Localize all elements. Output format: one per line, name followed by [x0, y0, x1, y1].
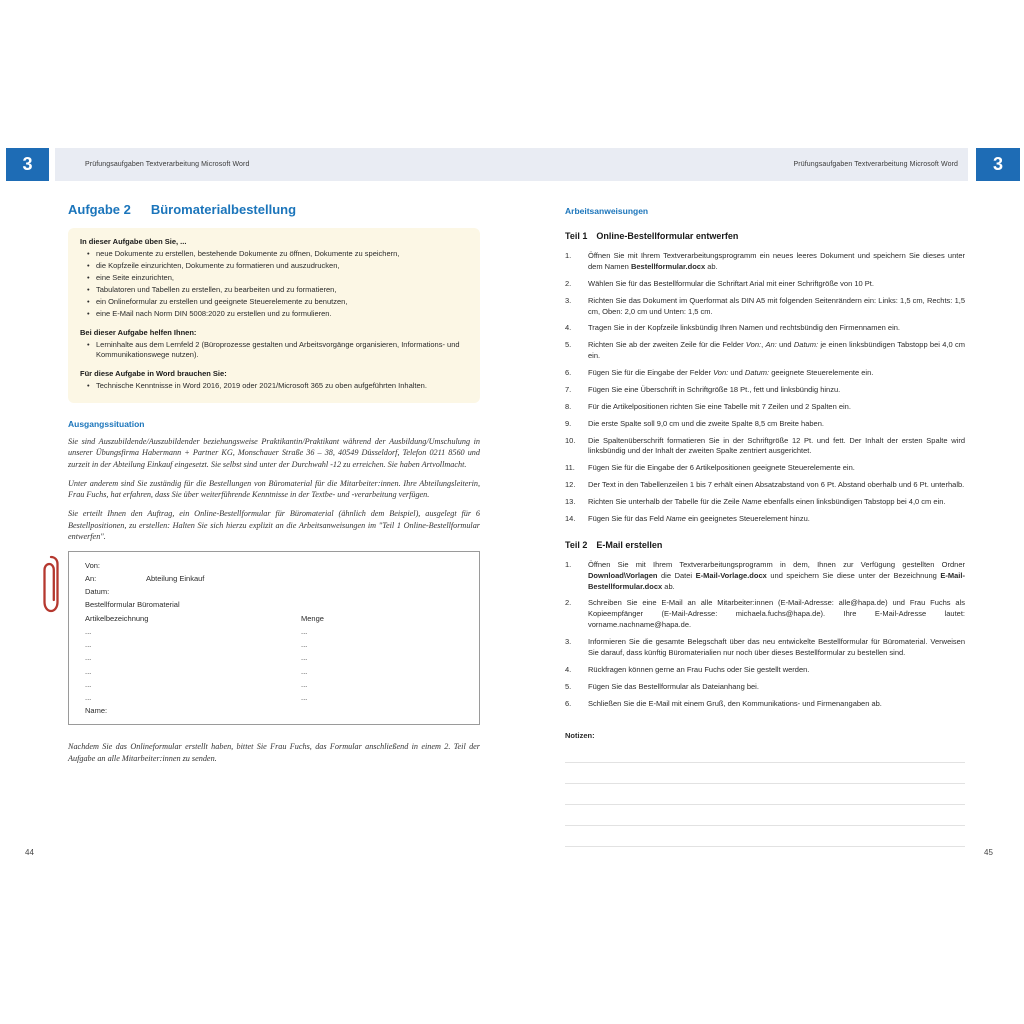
step-number: 5.	[565, 340, 572, 350]
form-fields	[85, 559, 463, 598]
step-text: Fügen Sie eine Überschrift in Schriftgröße 18 Pt., fett und linksbündig hinzu.	[588, 384, 841, 394]
form-field-value	[146, 559, 463, 572]
step-text: Rückfragen können gerne an Frau Fuchs oder Sie gestellt werden.	[588, 664, 810, 674]
form-cell-artikel: ...	[85, 653, 92, 663]
requirements-heading: Für diese Aufgabe in Word brauchen Sie:	[80, 368, 227, 378]
order-form-example	[68, 551, 480, 725]
form-cell-menge: ...	[301, 693, 308, 703]
step-text: Wählen Sie für das Bestellformular die Schriftart Arial mit einer Schriftgröße von 10 Pt.	[588, 278, 874, 288]
form-title: Bestellformular Büromaterial	[85, 599, 180, 609]
step-number: 2.	[565, 598, 572, 608]
teil1-step	[565, 251, 965, 273]
step-text: Tragen Sie in der Kopfzeile linksbündig Ihren Namen und rechtsbündig den Firmennamen ein.	[588, 323, 900, 333]
notes-ruled-lines	[565, 742, 965, 847]
step-text: Schließen Sie die E-Mail mit einem Gruß, den Kommunikations- und Firmenangaben ab.	[588, 698, 882, 708]
teil1-step	[565, 436, 965, 458]
form-field-row	[85, 585, 463, 598]
situation-paragraph: Sie sind Auszubildende/Auszubildender beziehungsweise Praktikantin/Praktikant während der Ausbildung/Umschulung in unserer Übungsfirma Habermann + Partner KG, Monschauer Straße 36 – 38, 40549 Düsseldorf, Telefon 0211 8560 und zurzeit in der Abteilung Einkauf eingesetzt. Sie selbst sind unter der Durchwahl -12 zu erreichen. Sie haben Artvollmacht.	[68, 436, 480, 469]
step-text: Richten Sie ab der zweiten Zeile für die Felder Von:, An: und Datum: je einen linksbündigen Tabstopp bei 4,0 cm ein.	[588, 340, 965, 361]
step-number: 3.	[565, 637, 572, 646]
step-number: 10.	[565, 435, 576, 445]
teil2-steps	[565, 560, 965, 710]
teil1-label: Teil 1	[565, 231, 588, 241]
instructions-heading: Arbeitsanweisungen	[565, 206, 649, 216]
teil1-step	[565, 296, 965, 318]
step-number: 6.	[565, 368, 572, 377]
teil1-step	[565, 385, 965, 396]
right-page-content	[565, 206, 965, 847]
teil1-step	[565, 279, 965, 290]
form-table-row	[85, 638, 463, 651]
step-number: 4.	[565, 323, 572, 333]
task-title	[68, 202, 480, 217]
practice-item: • ein Onlineformular zu erstellen und geeignete Steuerelemente zu benutzen,	[80, 297, 468, 308]
teil1-heading	[565, 231, 965, 241]
step-text: Informieren Sie die gesamte Belegschaft über das neu entwickelte Bestellformular für Büromaterial. Verweisen Sie darauf, dass künftig Büromaterialien nur noch über dieses Bestellformular zu bestellen sind.	[588, 637, 965, 657]
help-item: • Lerninhalte aus dem Lernfeld 2 (Büroprozesse gestalten und Arbeitsvorgänge organisieren, Informations- und Kommunikationswege nutzen).	[80, 340, 468, 361]
step-number: 5.	[565, 681, 572, 691]
practice-list	[80, 249, 468, 320]
form-table-row	[85, 665, 463, 678]
form-field-label: An:	[85, 573, 97, 583]
form-name-row: Name:	[85, 706, 108, 716]
teil2-heading	[565, 540, 965, 550]
page-number-right: 45	[984, 848, 993, 857]
task-title-label: Aufgabe 2	[68, 202, 131, 217]
note-line	[565, 826, 965, 847]
form-col-menge: Menge	[301, 613, 324, 623]
form-cell-menge: ...	[301, 627, 308, 637]
step-text: Schreiben Sie eine E-Mail an alle Mitarbeiter:innen (E-Mail-Adresse: alle@hapa.de) und Frau Fuchs als Kopieempfänger (E-Mail-Adresse: michaela.fuchs@hapa.de). Ihre E-Mail-Adresse lautet: vorname.nachname@hapa.de.	[588, 598, 965, 630]
step-text: Fügen Sie das Bestellformular als Dateianhang bei.	[588, 681, 759, 691]
form-cell-menge: ...	[301, 640, 308, 650]
practice-item: • die Kopfzeile einzurichten, Dokumente zu formatieren und auszudrucken,	[80, 261, 468, 272]
teil1-step	[565, 463, 965, 474]
running-header	[0, 148, 1024, 181]
teil1-step	[565, 480, 965, 491]
situation-paragraph: Unter anderem sind Sie zuständig für die Bestellungen von Büromaterial für die Mitarbeiter:innen. Ihre Abteilungsleiterin, Frau Fuchs, hat erfahren, dass Sie über weiterführende Kenntnisse in der Textbe- und -verarbeitung verfügen.	[68, 478, 480, 500]
left-page-content	[68, 202, 480, 765]
requirements-item: • Technische Kenntnisse in Word 2016, 2019 oder 2021/Microsoft 365 zu oben aufgeführten Inhalten.	[80, 381, 468, 392]
form-cell-menge: ...	[301, 653, 308, 663]
step-text: Öffnen Sie mit Ihrem Textverarbeitungsprogramm in dem, Ihnen zur Verfügung gestellten Ordner Download\Vorlagen die Datei E-Mail-Vorlage.docx und speichern Sie diese unter der Bezeichnung E-Mail-Bestellformular.docx ab.	[588, 559, 965, 591]
task-info-box	[68, 228, 480, 403]
form-field-value: Abteilung Einkauf	[146, 573, 205, 583]
step-text: Die Spaltenüberschrift formatieren Sie in der Schriftgröße 12 Pt. und fett. Der Inhalt der ersten Spalte wird linksbündig und der Inhalt der zweiten Spalte zentriert ausgerichtet.	[588, 435, 965, 456]
requirements-list	[80, 381, 468, 392]
step-text: Fügen Sie für die Eingabe der Felder Von: und Datum: geeignete Steuerelemente ein.	[588, 368, 874, 377]
note-line	[565, 742, 965, 763]
form-cell-artikel: ...	[85, 627, 92, 637]
step-number: 1.	[565, 559, 572, 569]
form-table-row	[85, 678, 463, 691]
teil1-steps	[565, 251, 965, 525]
step-text: Für die Artikelpositionen richten Sie eine Tabelle mit 7 Zeilen und 2 Spalten ein.	[588, 401, 851, 411]
form-table-row	[85, 651, 463, 664]
situation-paragraphs	[68, 436, 480, 543]
teil2-step	[565, 665, 965, 676]
form-field-label: Datum:	[85, 586, 110, 596]
step-text: Fügen Sie für das Feld Name ein geeignetes Steuerelement hinzu.	[588, 513, 810, 523]
form-col-artikel: Artikelbezeichnung	[85, 613, 149, 623]
teil1-step	[565, 368, 965, 379]
page-number-left: 44	[25, 848, 34, 857]
step-number: 9.	[565, 418, 572, 428]
teil1-title: Online-Bestellformular entwerfen	[596, 231, 739, 241]
running-title-left: Prüfungsaufgaben Textverarbeitung Microsoft Word	[85, 161, 250, 168]
step-text: Richten Sie unterhalb der Tabelle für die Zeile Name ebenfalls einen linksbündigen Tabstopp bei 4,0 cm ein.	[588, 497, 946, 506]
step-number: 14.	[565, 513, 576, 523]
form-table-rows	[85, 625, 463, 704]
step-number: 3.	[565, 295, 572, 305]
teil1-step	[565, 419, 965, 430]
teil2-step	[565, 699, 965, 710]
teil2-step	[565, 637, 965, 659]
chapter-number-right: 3	[976, 148, 1020, 181]
paperclip-icon	[40, 553, 62, 615]
form-table-row	[85, 691, 463, 704]
teil1-step	[565, 323, 965, 334]
step-number: 11.	[565, 463, 575, 473]
step-number: 6.	[565, 698, 572, 708]
form-cell-artikel: ...	[85, 640, 92, 650]
task-title-subject: Büromaterialbestellung	[150, 202, 297, 217]
practice-item: • eine E-Mail nach Norm DIN 5008:2020 zu erstellen und zu formulieren.	[80, 309, 468, 320]
step-text: Richten Sie das Dokument im Querformat als DIN A5 mit folgenden Seitenrändern ein: Links: 1,5 cm, Rechts: 1,5 cm, Oben: 2,0 cm und Unten: 1,5 cm.	[588, 295, 965, 316]
practice-heading: In dieser Aufgabe üben Sie, ...	[80, 237, 187, 246]
form-cell-artikel: ...	[85, 693, 92, 703]
situation-heading: Ausgangssituation	[68, 418, 145, 429]
help-heading: Bei dieser Aufgabe helfen Ihnen:	[80, 327, 197, 337]
situation-paragraph: Sie erteilt Ihnen den Auftrag, ein Online-Bestellformular für Büromaterial (ähnlich dem Beispiel), ausgelegt für 6 Bestellpositionen, zu erstellen: Halten Sie sich hierzu explizit an die Arbeitsanweisungen im "Teil 1 Online-Bestellformular entwerfen".	[68, 508, 480, 542]
form-field-value	[146, 585, 463, 598]
teil1-step	[565, 340, 965, 362]
step-number: 8.	[565, 401, 572, 411]
form-field-row	[85, 559, 463, 572]
form-table-header	[85, 612, 463, 625]
form-cell-artikel: ...	[85, 679, 92, 689]
teil1-step	[565, 402, 965, 413]
step-text: Die erste Spalte soll 9,0 cm und die zweite Spalte 8,5 cm Breite haben.	[588, 418, 824, 428]
practice-item: • neue Dokumente zu erstellen, bestehende Dokumente zu öffnen, Dokumente zu speichern,	[80, 249, 468, 260]
note-line	[565, 784, 965, 805]
step-text: Öffnen Sie mit Ihrem Textverarbeitungsprogramm ein neues leeres Dokument und speichern Sie dieses unter dem Namen Bestellformular.docx ab.	[588, 251, 965, 271]
form-table-row	[85, 625, 463, 638]
form-example-wrapper	[68, 551, 480, 725]
step-number: 7.	[565, 384, 572, 394]
teil1-step	[565, 497, 965, 508]
form-cell-menge: ...	[301, 679, 308, 689]
chapter-number-left: 3	[6, 148, 49, 181]
teil2-step	[565, 560, 965, 593]
note-line	[565, 763, 965, 784]
running-header-bar	[55, 148, 968, 181]
step-number: 13.	[565, 497, 576, 506]
teil2-step	[565, 598, 965, 631]
teil2-label: Teil 2	[565, 539, 588, 550]
practice-item: • eine Seite einzurichten,	[80, 273, 468, 284]
running-title-right: Prüfungsaufgaben Textverarbeitung Microsoft Word	[793, 161, 958, 168]
teil2-step	[565, 682, 965, 693]
step-number: 1.	[565, 251, 572, 260]
step-number: 12.	[565, 480, 576, 490]
form-field-row	[85, 572, 463, 585]
step-text: Fügen Sie für die Eingabe der 6 Artikelpositionen geeignete Steuerelemente ein.	[588, 463, 855, 473]
step-number: 2.	[565, 278, 572, 288]
help-list	[80, 340, 468, 361]
teil2-title: E-Mail erstellen	[596, 539, 663, 550]
step-number: 4.	[565, 664, 572, 674]
teil1-step	[565, 514, 965, 525]
form-cell-menge: ...	[301, 666, 308, 676]
form-field-label: Von:	[85, 560, 101, 570]
practice-item: • Tabulatoren und Tabellen zu erstellen, zu bearbeiten und zu formatieren,	[80, 285, 468, 296]
notes-label: Notizen:	[565, 731, 595, 741]
closing-paragraph: Nachdem Sie das Onlineformular erstellt haben, bittet Sie Frau Fuchs, das Formular anschließend in einem 2. Teil der Aufgabe an alle Mitarbeiter:innen zu senden.	[68, 742, 480, 763]
step-text: Der Text in den Tabellenzeilen 1 bis 7 erhält einen Absatzabstand von 6 Pt. Abstand oberhalb und 6 Pt. unterhalb.	[588, 480, 965, 490]
note-line	[565, 805, 965, 826]
form-cell-artikel: ...	[85, 666, 92, 676]
